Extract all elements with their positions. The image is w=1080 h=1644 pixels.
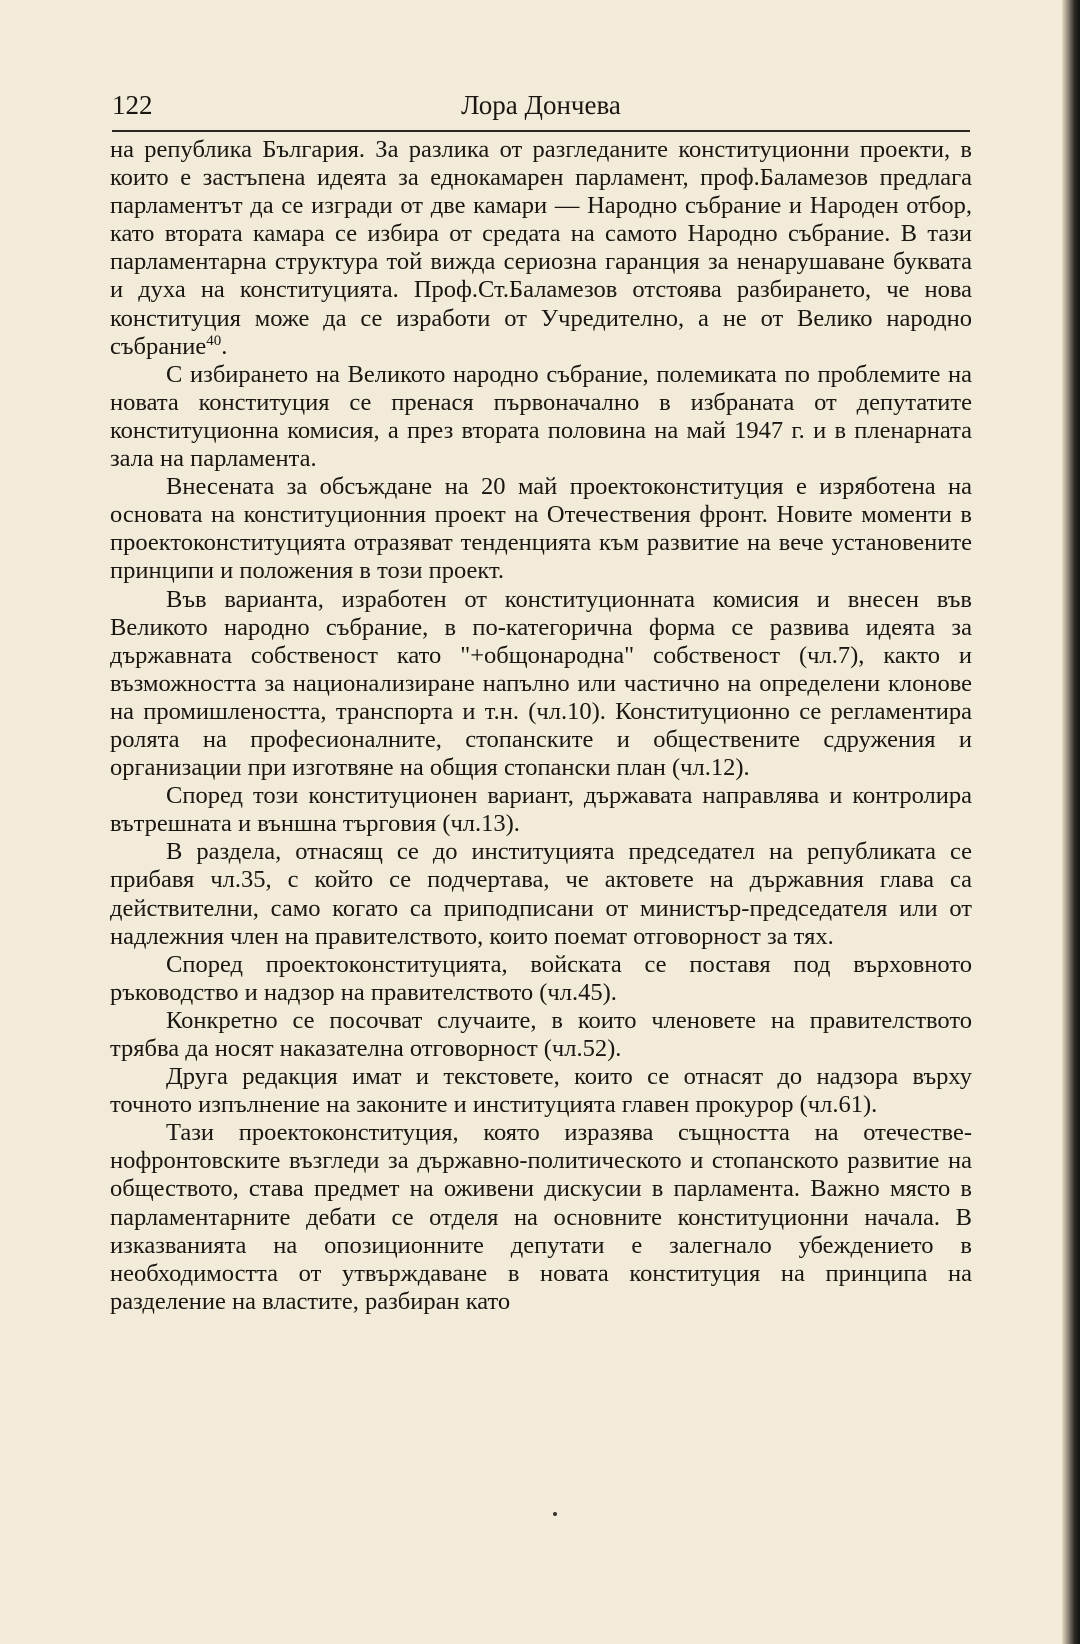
paragraph-4: Във варианта, изработен от конституционната комисия и внесен във Великото народно събрание, в по-категорична форма се развива идеята за държавната собственост като "+общонародна" собственост (чл.7), както и възможността за национализиране напълно или частично на определени клонове на промишлеността, транспорта и т.н. (чл.10). Конституционно се регламентира ролята на професионалните, стопанските и обществените сдружения и организации при изготвяне на общия стопански план (чл.12). [110, 585, 972, 782]
running-head: Лора Дончева [461, 90, 621, 120]
book-page-edge [1062, 0, 1080, 1644]
paragraph-10: Тази проектоконституция, която изразява същността на отечественофронтовските възгледи за държавно-политическото и стопанското развитие на обществото, става предмет на оживени дискусии в парламента. Важно място в парламентарните дебати се отделя на основните конституционни начала. В изказванията на опозиционните депутати е залегнало убеждението в необходимостта от утвърждаване в новата конституция на принципа на разделение на властите, разбиран като [110, 1119, 972, 1315]
footnote-ref: 40 [206, 332, 222, 349]
paragraph-8: Конкретно се посочват случаите, в които членовете на правителството трябва да носят наказателна отговорност (чл.52). [110, 1006, 972, 1062]
paragraph-text: на република България. За разлика от разгледаните конституционни проекти, в които е застъпена идеята за еднокамарен парламент, проф.Баламезов предлага парламентът да се изгради от две камари — Народно събрание и Народен отбор, като втората камара се избира от средата на самото Народно събрание. В тази парламентарна структура той вижда сериозна гаранция за ненарушаване буквата и духа на конституцията. Проф.Ст.Баламезов отстоява разбирането, че нова конституция може да се изработи от Учредително, а не от Велико народно събрание [110, 136, 972, 360]
paragraph-2: С избирането на Великото народно събрание, полемиката по проблемите на новата конституция се пренася първоначално в избраната от депутатите конституционна комисия, а през втората половина на май 1947 г. и в пленарната зала на парламента. [110, 360, 972, 473]
paragraph-5: Според този конституционен вариант, държавата направлява и контролира вътрешната и външна търговия (чл.13). [110, 782, 972, 838]
paragraph-3: Внесената за обсъждане на 20 май проектоконституция е изряботена на основата на конституционния проект на Отечествения фронт. Новите моменти в проектоконституцията отразяват тенденцията към развитие на вече установените принципи и положения в този проект. [110, 473, 972, 585]
page-header [112, 86, 970, 132]
body-text [110, 136, 972, 1316]
page-number: 122 [112, 90, 153, 120]
paragraph-9: Друга редакция имат и текстовете, които се отнасят до надзора върху точното изпълнение на законите и институцията главен прокурор (чл.61). [110, 1063, 972, 1119]
paragraph-1 [110, 136, 972, 361]
paragraph-tail: . [221, 332, 228, 360]
paragraph-6: В раздела, отнасящ се до институцията председател на републиката се прибавя чл.35, с който се подчертава, че актовете на държавния глава са действителни, само когато са приподписани от министър-председателя или от надлежния член на правителството, които поемат отговорност за тях. [110, 838, 972, 950]
paragraph-7: Според проектоконституцията, войската се поставя под върховното ръководство и надзор на правителството (чл.45). [110, 950, 972, 1006]
print-speck [553, 1512, 557, 1516]
